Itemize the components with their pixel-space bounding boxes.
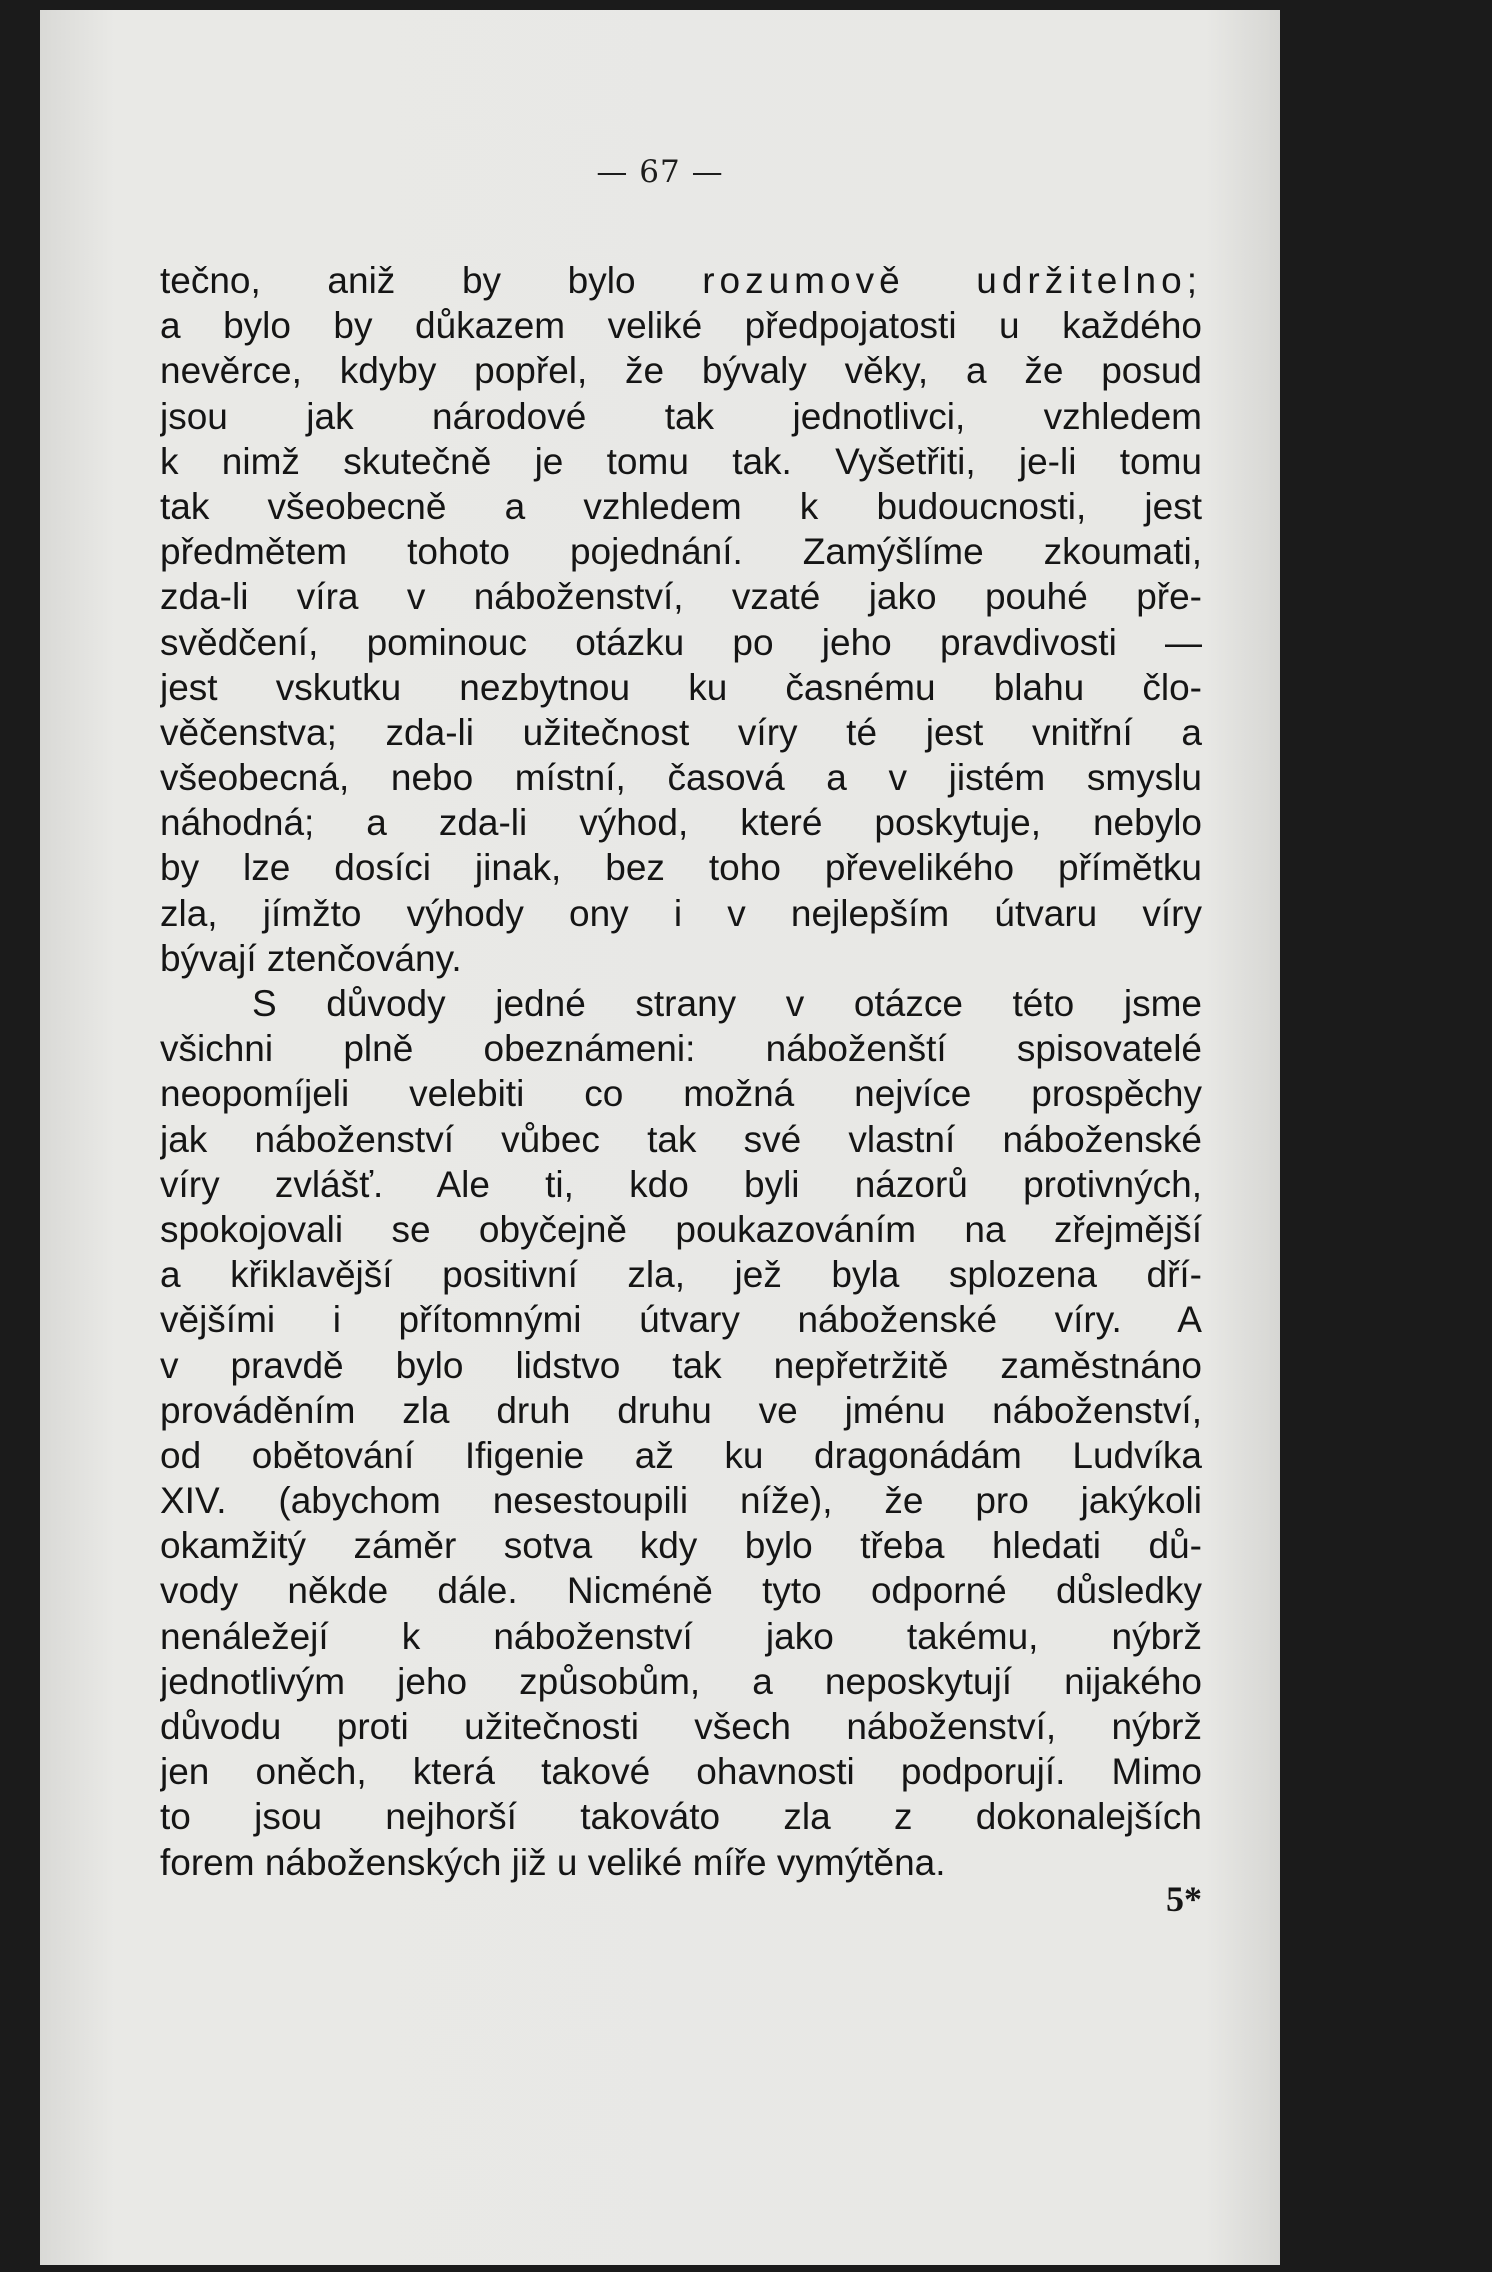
book-page — [40, 10, 1280, 2265]
text-line: důvodu proti užitečnosti všech náboženství, nýbrž — [160, 1706, 1202, 1747]
text-line: vody někde dále. Nicméně tyto odporné důsledky — [160, 1570, 1202, 1612]
text-line: a křiklavější positivní zla, jež byla splozena dří- — [160, 1254, 1202, 1296]
text-line: jen oněch, která takové ohavnosti podporují. Mimo — [160, 1751, 1202, 1793]
text-line: prováděním zla druh druhu ve jménu náboženství, — [160, 1389, 1202, 1431]
text-line: zda-li víra v náboženství, vzaté jako pouhé pře- — [160, 576, 1202, 618]
text-line: předmětem tohoto pojednání. Zamýšlíme zkoumati, — [160, 531, 1202, 573]
text-line: nevěrce, kdyby popřel, že bývaly věky, a že posud — [160, 350, 1202, 392]
text-line: spokojovali se obyčejně poukazováním na zřejmější — [160, 1208, 1202, 1250]
text-line: svědčení, pominouc otázku po jeho pravdivosti — — [160, 621, 1202, 663]
text-line: bývají ztenčovány. — [160, 937, 462, 979]
page-number: — 67 — — [596, 154, 724, 190]
text-line: jsou jak národové tak jednotlivci, vzhledem — [160, 395, 1202, 437]
text-line — [160, 258, 1202, 303]
text-line: XIV. (abychom nesestoupili níže), že pro jakýkoli — [160, 1480, 1202, 1522]
text-line: to jsou nejhorší takováto zla z dokonalejších — [160, 1796, 1202, 1838]
text-line: a bylo by důkazem veliké předpojatosti u každého — [160, 305, 1202, 347]
body-text — [160, 258, 1202, 1885]
text-line: víry zvlášť. Ale ti, kdo byli názorů protivných, — [160, 1163, 1202, 1205]
text-line: náhodná; a zda-li výhod, které poskytuje, nebylo — [160, 802, 1202, 844]
text-line: jak náboženství vůbec tak své vlastní náboženské — [160, 1118, 1202, 1160]
text-line: forem náboženských již u veliké míře vymýtěna. — [160, 1841, 946, 1883]
paragraph-start-line: S důvody jedné strany v otázce této jsme — [252, 983, 1202, 1024]
text-line: neopomíjeli velebiti co možná nejvíce prospěchy — [160, 1073, 1202, 1115]
text-line: jednotlivým jeho způsobům, a neposkytují nijakého — [160, 1660, 1202, 1702]
text-line: vějšími i přítomnými útvary náboženské víry. A — [160, 1299, 1202, 1341]
text-line: věčenstva; zda-li užitečnost víry té jest vnitřní a — [160, 711, 1202, 753]
line-text-spaced: rozumově udržitelno; — [702, 260, 1202, 301]
text-line: v pravdě bylo lidstvo tak nepřetržitě zaměstnáno — [160, 1344, 1202, 1386]
signature-mark: 5* — [1166, 1879, 1202, 1919]
text-line: nenáležejí k náboženství jako takému, nýbrž — [160, 1615, 1202, 1657]
text-line: od obětování Ifigenie až ku dragonádám Ludvíka — [160, 1434, 1202, 1476]
text-line: všeobecná, nebo místní, časová a v jistém smyslu — [160, 757, 1202, 799]
text-line: k nimž skutečně je tomu tak. Vyšetřiti, je-li tomu — [160, 440, 1202, 482]
text-line: jest vskutku nezbytnou ku časnému blahu člo- — [160, 666, 1202, 708]
text-line: zla, jímžto výhody ony i v nejlepším útvaru víry — [160, 892, 1202, 934]
text-line: všichni plně obeznámeni: náboženští spisovatelé — [160, 1028, 1202, 1070]
text-line: okamžitý záměr sotva kdy bylo třeba hledati dů- — [160, 1525, 1202, 1567]
text-line: by lze dosíci jinak, bez toho převelikého přímětku — [160, 847, 1202, 889]
line-text-plain: tečno, aniž by bylo — [160, 260, 703, 301]
text-line: tak všeobecně a vzhledem k budoucnosti, jest — [160, 485, 1202, 527]
